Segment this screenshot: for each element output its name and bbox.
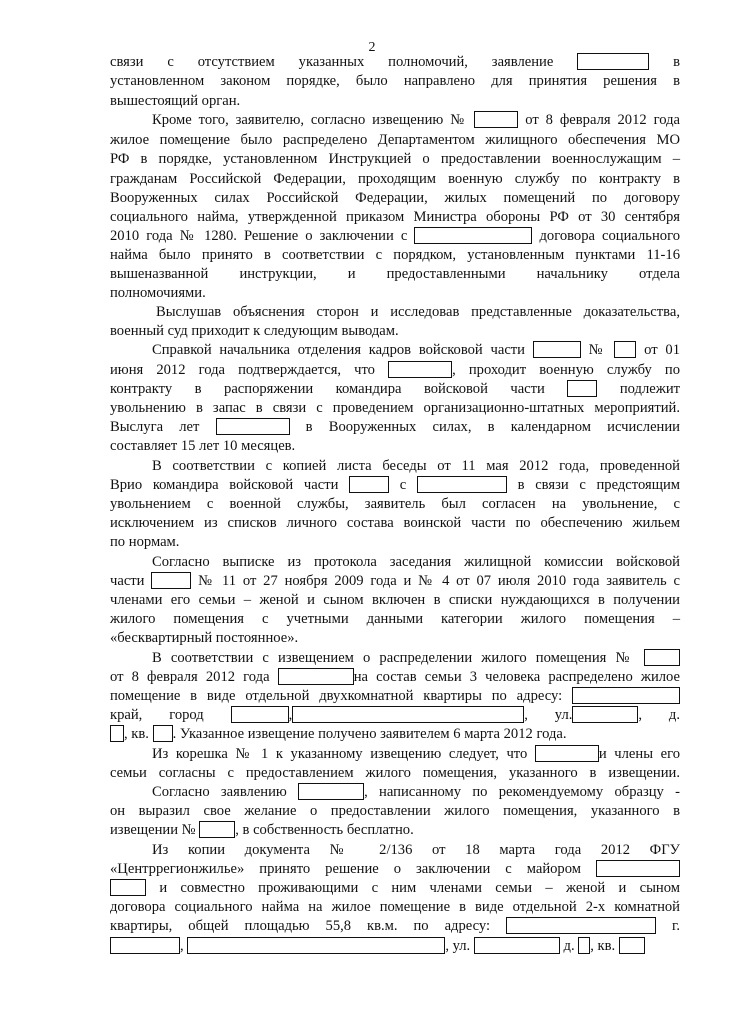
text-line: членами его семьи – женой и сыном включен в списки нуждающихся в получении (110, 592, 680, 608)
text-line: 2010 года № 1280. Решение о заключении с договора социального (110, 228, 680, 244)
text-line: вышестоящий орган. (110, 93, 241, 109)
redaction-box (572, 706, 638, 723)
text-line: июня 2012 года подтверждается, что , проходит военную службу по (110, 362, 681, 378)
redaction-box (151, 572, 191, 589)
text-line: Согласно заявлению , написанному по рекомендуемому образцу - (152, 784, 680, 800)
text-line: установленном законом порядке, было направлено для принятия решения в (110, 73, 680, 89)
redaction-box (417, 476, 507, 493)
redaction-box (578, 937, 590, 954)
redaction-box (199, 821, 235, 838)
text-line: контракту в распоряжении командира войсковой части подлежит (110, 381, 681, 397)
redaction-box (533, 341, 581, 358)
redaction-box (187, 937, 445, 954)
redaction-box (614, 341, 636, 358)
redaction-box (298, 783, 364, 800)
redaction-box (474, 111, 518, 128)
redaction-box (231, 706, 289, 723)
text-line: по нормам. (110, 534, 180, 550)
redaction-box (596, 860, 680, 877)
redaction-box (292, 706, 524, 723)
redaction-box (110, 879, 146, 896)
text-line: жилого помещения с учетными данными категории жилого помещения – (110, 611, 680, 627)
redaction-box (572, 687, 680, 704)
redaction-box (110, 725, 124, 742)
text-line: увольнением с военной службы, заявитель был согласен на увольнение, с (110, 496, 680, 512)
text-line: В соответствии с копией листа беседы от 11 мая 2012 года, проведенной (152, 458, 680, 474)
text-line: увольнению в запас в связи с проведением организационно-штатных мероприятий. (110, 400, 680, 416)
text-line: РФ в порядке, установленном Инструкцией о предоставлении военнослужащим – (110, 151, 680, 167)
text-line: Из копии документа № 2/136 от 18 марта года 2012 ФГУ (152, 842, 680, 858)
text-line: от 8 февраля 2012 года на состав семьи 3 человека распределено жилое (110, 669, 680, 685)
redaction-box (567, 380, 597, 397)
text-line: жилое помещение было распределено Департаментом жилищного обеспечения МО (110, 132, 680, 148)
text-line: Справкой начальника отделения кадров войсковой части № от 01 (152, 342, 681, 358)
redaction-box (349, 476, 389, 493)
text-line: Врио командира войсковой части с в связи с предстоящим (110, 477, 680, 493)
text-line: части № 11 от 27 ноября 2009 года и № 4 от 07 июля 2010 года заявитель с (110, 573, 680, 589)
redaction-box (414, 227, 532, 244)
text-line: военный суд приходит к следующим выводам. (110, 323, 399, 339)
text-line: , кв. . Указанное извещение получено заявителем 6 марта 2012 года. (110, 725, 680, 743)
text-line: край, город , , ул. , д. (110, 707, 681, 723)
redaction-box (506, 917, 656, 934)
redaction-box (644, 649, 680, 666)
text-line: найма было принято в соответствии с порядком, установленным пунктами 11-16 (110, 247, 680, 263)
text-line: помещение в виде отдельной двухкомнатной квартиры по адресу: (110, 687, 680, 705)
text-line: «бесквартирный постоянное». (110, 630, 299, 646)
text-line: он выразил свое желание о предоставлении жилого помещения, указанного в (110, 803, 680, 819)
redaction-box (577, 53, 649, 70)
text-line: исключением из списков личного состава воинской части по обеспечению жильем (110, 515, 680, 531)
redaction-box (535, 745, 599, 762)
text-line: договора социального найма на жилое помещение в виде отдельной 2-х комнатной (110, 899, 680, 915)
text-line: В соответствии с извещением о распределении жилого помещения № (152, 649, 680, 667)
text-line: Выслушав объяснения сторон и исследовав представленные доказательства, (156, 304, 680, 320)
redaction-box (619, 937, 645, 954)
text-line: связи с отсутствием указанных полномочий, заявление в (110, 54, 680, 70)
redaction-box (278, 668, 354, 685)
text-line: , , ул. д. , кв. (110, 937, 680, 955)
text-line: Выслуга лет в Вооруженных силах, в календарном исчислении (110, 419, 680, 435)
text-line: вышеназванной инструкции, и предоставленными начальнику отдела (110, 266, 680, 282)
text-line: и совместно проживающими с ним членами семьи – женой и сыном (110, 879, 680, 897)
redaction-box (388, 361, 452, 378)
text-line: социального найма, утвержденной приказом Министра обороны РФ от 30 сентября (110, 209, 680, 225)
text-line: «Центррегионжилье» принято решение о заключении с майором (110, 860, 680, 878)
text-line: Согласно выписке из протокола заседания жилищной комиссии войсковой (152, 554, 680, 570)
page-number: 2 (368, 40, 376, 55)
text-line: квартиры, общей площадью 55,8 кв.м. по адресу: г. (110, 918, 680, 934)
text-line: Вооруженных силах Российской Федерации, жилых помещений по договору (110, 190, 680, 206)
redaction-box (474, 937, 560, 954)
text-line: полномочиями. (110, 285, 206, 301)
redaction-box (216, 418, 290, 435)
text-line: извещении № , в собственность бесплатно. (110, 822, 414, 838)
text-line: семьи согласны с предоставлением жилого помещения, указанного в извещении. (110, 765, 680, 781)
text-line: гражданам Российской Федерации, проходящим военную службу по контракту в (110, 171, 680, 187)
text-line: Кроме того, заявителю, согласно извещению № от 8 февраля 2012 года (152, 112, 680, 128)
text-line: составляет 15 лет 10 месяцев. (110, 438, 296, 454)
text-line: Из корешка № 1 к указанному извещению следует, что и члены его (152, 746, 681, 762)
redaction-box (153, 725, 173, 742)
redaction-box (110, 937, 180, 954)
